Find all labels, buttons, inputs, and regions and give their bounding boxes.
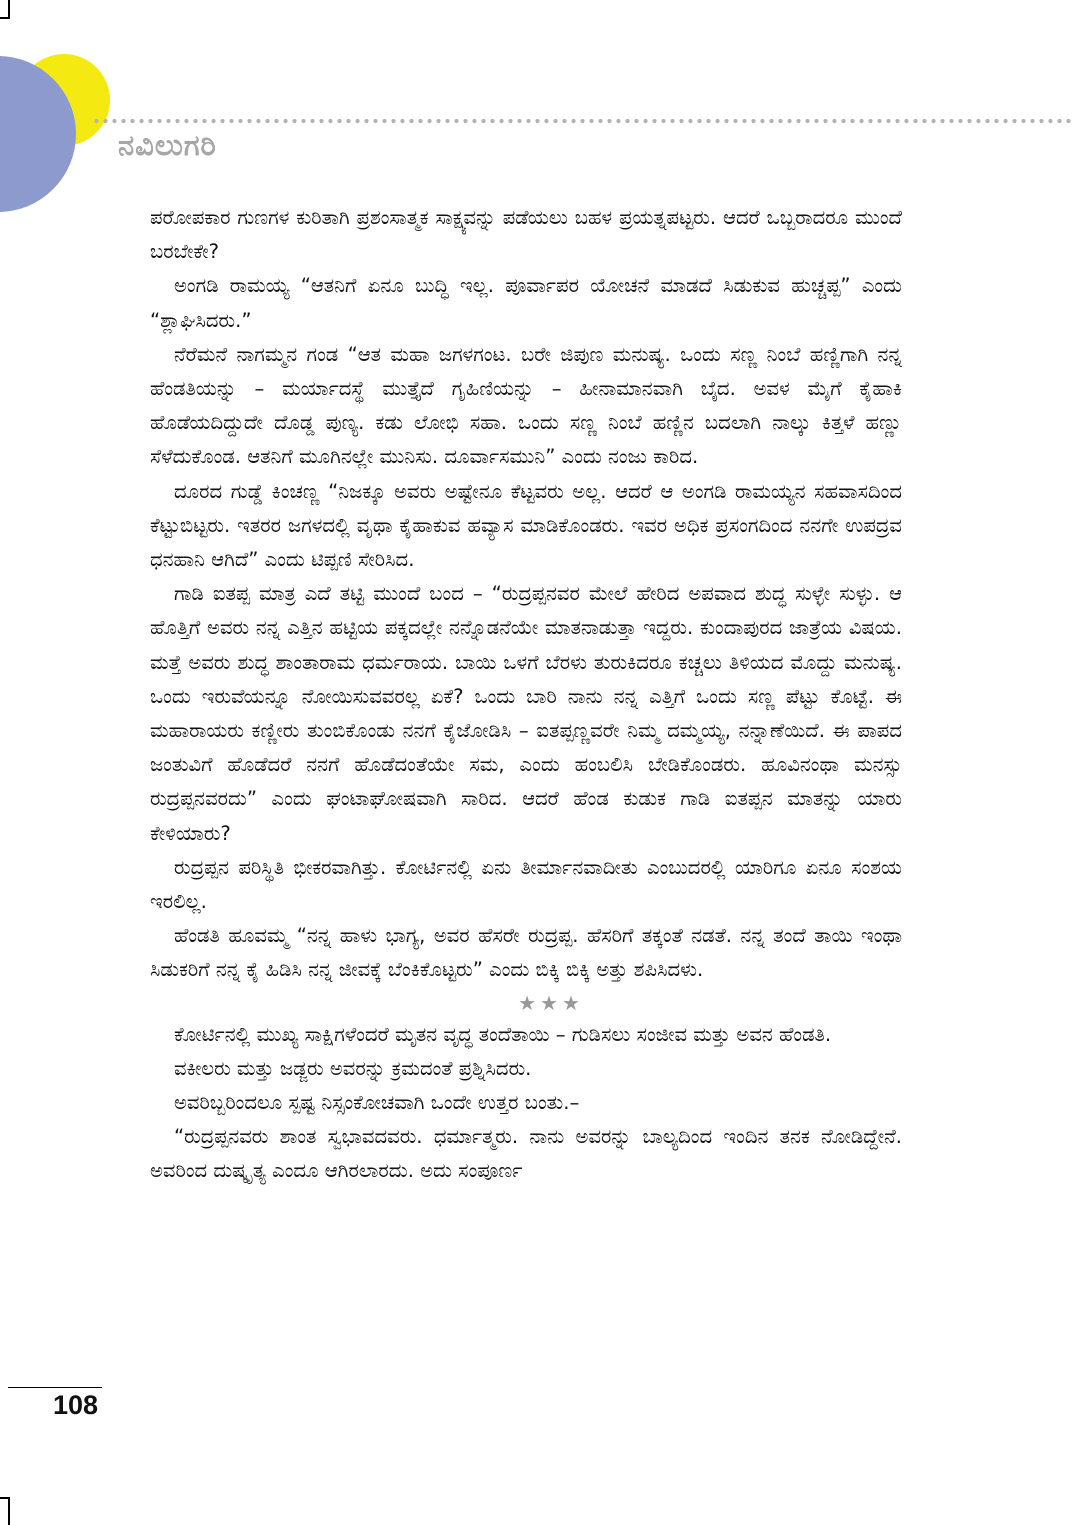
crop-mark-bottom-horizontal	[0, 1497, 10, 1499]
page-number: 108	[53, 1390, 99, 1420]
page-number-rule	[8, 1387, 102, 1388]
paragraph: ಅಂಗಡಿ ರಾಮಯ್ಯ “ಆತನಿಗೆ ಏನೂ ಬುದ್ಧಿ ಇಲ್ಲ. ಪೂರ್ವಾಪರ ಯೋಚನೆ ಮಾಡದೆ ಸಿಡುಕುವ ಹುಚ್ಚಪ್ಪ” ಎಂದು “ಶ್ಲಾಘಿಸಿದರು.”	[150, 274, 902, 332]
paragraph: ದೂರದ ಗುಡ್ಡೆ ಕಿಂಚಣ್ಣ “ನಿಜಕ್ಕೂ ಅವರು ಅಷ್ಟೇನೂ ಕೆಟ್ಟವರು ಅಲ್ಲ. ಆದರೆ ಆ ಅಂಗಡಿ ರಾಮಯ್ಯನ ಸಹವಾಸದಿಂದ ಕೆಟ್ಟುಬಿಟ್ಟರು. ಇತರರ ಜಗಳದಲ್ಲಿ ವೃಥಾ ಕೈಹಾಕುವ ಹವ್ಯಾಸ ಮಾಡಿಕೊಂಡರು. ಇವರ ಅಧಿಕ ಪ್ರಸಂಗದಿಂದ ನನಗೇ ಉಪದ್ರವ ಧನಹಾನಿ ಆಗಿದೆ” ಎಂದು ಟಿಪ್ಪಣಿ ಸೇರಿಸಿದ.	[150, 479, 902, 572]
paragraph: “ರುದ್ರಪ್ಪನವರು ಶಾಂತ ಸ್ವಭಾವದವರು. ಧರ್ಮಾತ್ಮರು. ನಾನು ಅವರನ್ನು ಬಾಲ್ಯದಿಂದ ಇಂದಿನ ತನಕ ನೋಡಿದ್ದೇನೆ. ಅವರಿಂದ ದುಷ್ಕೃತ್ಯ ಎಂದೂ ಆಗಿರಲಾರದು. ಅದು ಸಂಪೂರ್ಣ	[150, 1125, 902, 1183]
running-header-title: ನವಿಲುಗರಿ	[118, 128, 217, 162]
paragraph: ನೆರೆಮನೆ ನಾಗಮ್ಮನ ಗಂಡ “ಆತ ಮಹಾ ಜಗಳಗಂಟ. ಬರೇ ಜಿಪುಣ ಮನುಷ್ಯ. ಒಂದು ಸಣ್ಣ ನಿಂಬೆ ಹಣ್ಣಿಗಾಗಿ ನನ್ನ ಹೆಂಡತಿಯನ್ನು – ಮರ್ಯಾದಸ್ಥೆ ಮುತ್ತೈದೆ ಗೃಹಿಣಿಯನ್ನು – ಹೀನಾಮಾನವಾಗಿ ಬೈದ. ಅವಳ ಮೈಗೆ ಕೈಹಾಕಿ ಹೊಡೆಯದಿದ್ದುದೇ ದೊಡ್ಡ ಪುಣ್ಯ. ಕಡು ಲೋಭಿ ಸಹಾ. ಒಂದು ಸಣ್ಣ ನಿಂಬೆ ಹಣ್ಣಿನ ಬದಲಾಗಿ ನಾಲ್ಕು ಕಿತ್ತಳೆ ಹಣ್ಣು ಸೆಳೆದುಕೊಂಡ. ಆತನಿಗೆ ಮೂಗಿನಲ್ಲೇ ಮುನಿಸು. ದೂರ್ವಾಸಮುನಿ” ಎಂದು ನಂಜು ಕಾರಿದ.	[150, 342, 902, 469]
dotted-header-line	[92, 118, 1072, 124]
paragraph: ಅವರಿಬ್ಬರಿಂದಲೂ ಸ್ಪಷ್ಟ ನಿಸ್ಸಂಕೋಚವಾಗಿ ಒಂದೇ ಉತ್ತರ ಬಂತು.–	[174, 1091, 580, 1115]
crop-mark-bottom	[8, 1497, 10, 1525]
paragraph: ರುದ್ರಪ್ಪನ ಪರಿಸ್ಥಿತಿ ಭೀಕರವಾಗಿತ್ತು. ಕೋರ್ಟಿನಲ್ಲಿ ಏನು ತೀರ್ಮಾನವಾದೀತು ಎಂಬುದರಲ್ಲಿ ಯಾರಿಗೂ ಏನೂ ಸಂಶಯ ಇರಲಿಲ್ಲ.	[150, 855, 902, 914]
paragraph: ಪರೋಪಕಾರ ಗುಣಗಳ ಕುರಿತಾಗಿ ಪ್ರಶಂಸಾತ್ಮಕ ಸಾಕ್ಷ್ಯವನ್ನು ಪಡೆಯಲು ಬಹಳ ಪ್ರಯತ್ನಪಟ್ಟರು. ಆದರೆ ಒಬ್ಬರಾದರೂ ಮುಂದೆ ಬರಬೇಕೇ?	[150, 206, 902, 264]
paragraph: ಗಾಡಿ ಐತಪ್ಪ ಮಾತ್ರ ಎದೆ ತಟ್ಟಿ ಮುಂದೆ ಬಂದ – “ರುದ್ರಪ್ಪನವರ ಮೇಲೆ ಹೇರಿದ ಅಪವಾದ ಶುದ್ಧ ಸುಳ್ಳೇ ಸುಳ್ಳು. ಆ ಹೊತ್ತಿಗೆ ಅವರು ನನ್ನ ಎತ್ತಿನ ಹಟ್ಟಿಯ ಪಕ್ಕದಲ್ಲೇ ನನ್ನೊಡನೆಯೇ ಮಾತನಾಡುತ್ತಾ ಇದ್ದರು. ಕುಂದಾಪುರದ ಜಾತ್ರೆಯ ವಿಷಯ. ಮತ್ತೆ ಅವರು ಶುದ್ಧ ಶಾಂತಾರಾಮ ಧರ್ಮರಾಯ. ಬಾಯಿ ಒಳಗೆ ಬೆರಳು ತುರುಕಿದರೂ ಕಚ್ಚಲು ತಿಳಿಯದ ಮೊದ್ದು ಮನುಷ್ಯ. ಒಂದು ಇರುವೆಯನ್ನೂ ನೋಯಿಸುವವರಲ್ಲ ಏಕೆ? ಒಂದು ಬಾರಿ ನಾನು ನನ್ನ ಎತ್ತಿಗೆ ಒಂದು ಸಣ್ಣ ಪೆಟ್ಟು ಕೊಟ್ಟೆ. ಈ ಮಹಾರಾಯರು ಕಣ್ಣೀರು ತುಂಬಿಕೊಂಡು ನನಗೆ ಕೈಜೋಡಿಸಿ – ಐತಪ್ಪಣ್ಣವರೇ ನಿಮ್ಮ ದಮ್ಮಯ್ಯ, ನನ್ನಾಣೆಯಿದೆ. ಈ ಪಾಪದ ಜಂತುವಿಗೆ ಹೊಡೆದರೆ ನನಗೆ ಹೊಡೆದಂತೆಯೇ ಸಮ, ಎಂದು ಹಂಬಲಿಸಿ ಬೇಡಿಕೊಂಡರು. ಹೂವಿನಂಥಾ ಮನಸ್ಸು ರುದ್ರಪ್ಪನವರದು” ಎಂದು ಘಂಟಾಘೋಷವಾಗಿ ಸಾರಿದ. ಆದರೆ ಹೆಂಡ ಕುಡುಕ ಗಾಡಿ ಐತಪ್ಪನ ಮಾತನ್ನು ಯಾರು ಕೇಳಿಯಾರು?	[150, 582, 902, 845]
page-body	[150, 201, 902, 1189]
paragraph: ವಕೀಲರು ಮತ್ತು ಜಡ್ಜರು ಅವರನ್ನು ಕ್ರಮದಂತೆ ಪ್ರಶ್ನಿಸಿದರು.	[174, 1056, 532, 1080]
section-separator: ★★★	[518, 990, 584, 1015]
paragraph: ಹೆಂಡತಿ ಹೂವಮ್ಮ “ನನ್ನ ಹಾಳು ಭಾಗ್ಯ, ಅವರ ಹೆಸರೇ ರುದ್ರಪ್ಪ. ಹೆಸರಿಗೆ ತಕ್ಕಂತೆ ನಡತೆ. ನನ್ನ ತಂದೆ ತಾಯಿ ಇಂಥಾ ಸಿಡುಕರಿಗೆ ನನ್ನ ಕೈ ಹಿಡಿಸಿ ನನ್ನ ಜೀವಕ್ಕೆ ಬೆಂಕಿಕೊಟ್ಟರು” ಎಂದು ಬಿಕ್ಕಿ ಬಿಕ್ಕಿ ಅತ್ತು ಶಪಿಸಿದಳು.	[150, 924, 902, 982]
crop-mark-top	[8, 0, 10, 18]
crop-mark-top-horizontal	[0, 17, 10, 19]
paragraph: ಕೋರ್ಟಿನಲ್ಲಿ ಮುಖ್ಯ ಸಾಕ್ಷಿಗಳೆಂದರೆ ಮೃತನ ವೃದ್ಧ ತಂದೆತಾಯಿ – ಗುಡಿಸಲು ಸಂಜೀವ ಮತ್ತು ಅವನ ಹೆಂಡತಿ.	[174, 1022, 832, 1046]
